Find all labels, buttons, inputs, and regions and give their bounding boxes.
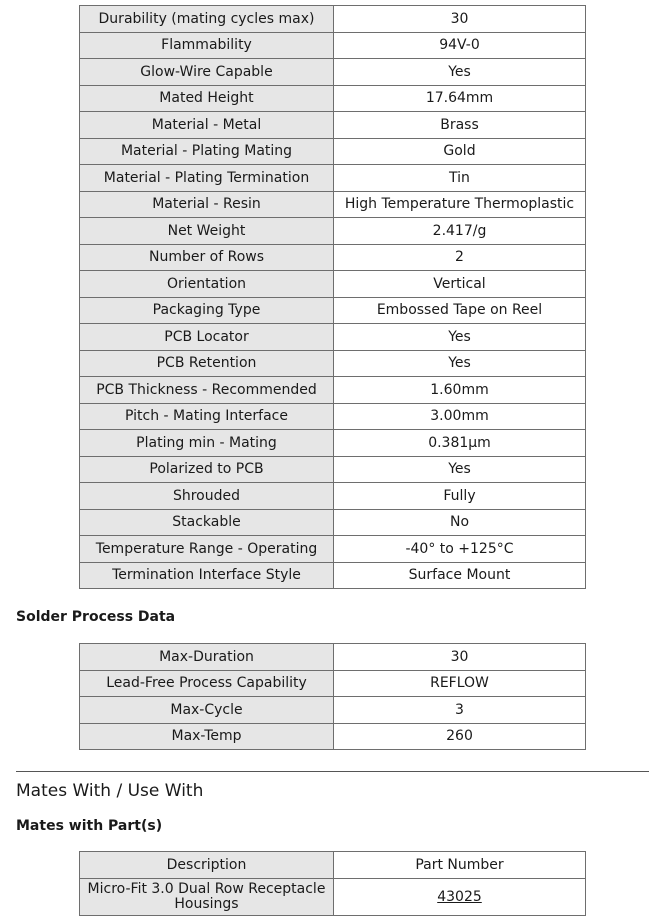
spec-value: Gold [334,138,586,165]
spec-value: 1.60mm [334,377,586,404]
table-row [80,112,586,139]
spec-value: 17.64mm [334,85,586,112]
solder-process-table-body [80,644,586,750]
table-row [80,218,586,245]
spec-label: Temperature Range - Operating [80,536,334,563]
spec-value: High Temperature Thermoplastic [334,191,586,218]
mates-with-table [79,851,586,916]
spec-value: Tin [334,165,586,192]
spec-label: Max-Duration [80,644,334,671]
table-row [80,456,586,483]
mates-with-heading: Mates With / Use With [16,781,204,801]
part-description: Micro-Fit 3.0 Dual Row Receptacle Housings [80,878,334,915]
spec-value: 3 [334,697,586,724]
table-row [80,59,586,86]
spec-label: Material - Resin [80,191,334,218]
spec-label: Material - Metal [80,112,334,139]
table-row [80,403,586,430]
mates-table-header-row [80,852,586,879]
table-row [80,723,586,750]
specifications-table-body [80,6,586,589]
table-row [80,324,586,351]
solder-process-heading: Solder Process Data [16,609,176,625]
spec-label: Stackable [80,509,334,536]
spec-value: 0.381µm [334,430,586,457]
spec-label: Polarized to PCB [80,456,334,483]
spec-value: 260 [334,723,586,750]
table-row [80,271,586,298]
spec-label: Material - Plating Termination [80,165,334,192]
spec-value: 2.417/g [334,218,586,245]
spec-label: Glow-Wire Capable [80,59,334,86]
table-row [80,878,586,915]
spec-label: PCB Locator [80,324,334,351]
spec-value: Yes [334,350,586,377]
table-row [80,536,586,563]
spec-label: Lead-Free Process Capability [80,670,334,697]
table-row [80,377,586,404]
spec-label: Durability (mating cycles max) [80,6,334,33]
spec-value: REFLOW [334,670,586,697]
spec-label: PCB Retention [80,350,334,377]
table-row [80,562,586,589]
table-row [80,138,586,165]
spec-value: Embossed Tape on Reel [334,297,586,324]
table-row [80,6,586,33]
spec-label: Plating min - Mating [80,430,334,457]
table-row [80,165,586,192]
table-row [80,350,586,377]
spec-label: Material - Plating Mating [80,138,334,165]
column-header-description: Description [80,852,334,879]
spec-label: Mated Height [80,85,334,112]
section-divider [16,771,649,772]
spec-value: 94V-0 [334,32,586,59]
specifications-table [79,5,586,589]
spec-value: -40° to +125°C [334,536,586,563]
table-row [80,297,586,324]
table-row [80,244,586,271]
spec-label: Max-Cycle [80,697,334,724]
table-row [80,483,586,510]
spec-value: Yes [334,456,586,483]
spec-label: PCB Thickness - Recommended [80,377,334,404]
table-row [80,85,586,112]
table-row [80,430,586,457]
spec-label: Packaging Type [80,297,334,324]
spec-value: Yes [334,59,586,86]
spec-value: Brass [334,112,586,139]
table-row [80,509,586,536]
spec-value: Vertical [334,271,586,298]
table-row [80,697,586,724]
spec-label: Pitch - Mating Interface [80,403,334,430]
spec-value: 30 [334,644,586,671]
part-number-cell [334,878,586,915]
spec-value: Yes [334,324,586,351]
table-row [80,670,586,697]
column-header-part-number: Part Number [334,852,586,879]
table-row [80,644,586,671]
table-row [80,191,586,218]
spec-label: Max-Temp [80,723,334,750]
solder-process-table [79,643,586,750]
spec-value: 2 [334,244,586,271]
spec-label: Net Weight [80,218,334,245]
spec-value: 3.00mm [334,403,586,430]
part-number-link[interactable]: 43025 [437,888,482,905]
spec-label: Orientation [80,271,334,298]
table-row [80,32,586,59]
spec-value: Fully [334,483,586,510]
spec-label: Flammability [80,32,334,59]
spec-value: 30 [334,6,586,33]
spec-label: Number of Rows [80,244,334,271]
spec-label: Shrouded [80,483,334,510]
spec-value: No [334,509,586,536]
spec-value: Surface Mount [334,562,586,589]
mates-with-table-body [80,852,586,916]
spec-label: Termination Interface Style [80,562,334,589]
mates-with-parts-subheading: Mates with Part(s) [16,818,163,834]
